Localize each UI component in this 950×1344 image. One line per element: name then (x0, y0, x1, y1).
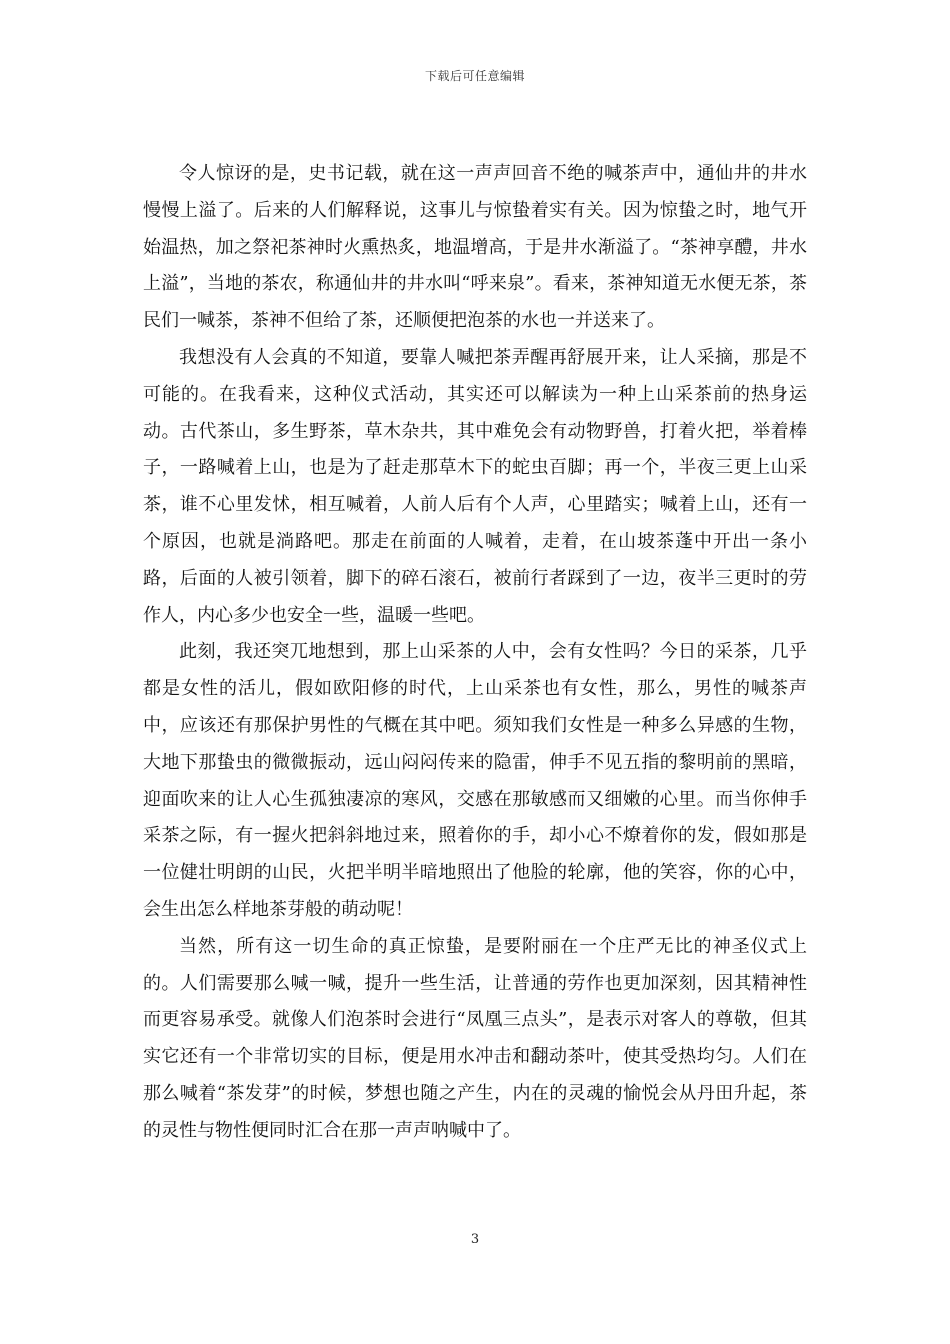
page-header: 下载后可任意编辑 (424, 69, 525, 83)
document-body (143, 156, 807, 1150)
paragraph-2: 我想没有人会真的不知道，要靠人喊把茶弄醒再舒展开来，让人采摘，那是不可能的。在我看来，这种仪式活动，其实还可以解读为一种上山采茶前的热身运动。古代茶山，多生野茶，草木杂共，其中难免会有动物野兽，打着火把，举着棒子，一路喊着上山，也是为了赶走那草木下的蛇虫百脚；再一个，半夜三更上山采茶，谁不心里发怵，相互喊着，人前人后有个人声，心里踏实；喊着上山，还有一个原因，也就是淌路吧。那走在前面的人喊着，走着，在山坡茶蓬中开出一条小路，后面的人被引领着，脚下的碎石滚石，被前行者踩到了一边，夜半三更时的劳作人，内心多少也安全一些，温暖一些吧。 (143, 346, 807, 626)
paragraph-1: 令人惊讶的是，史书记载，就在这一声声回音不绝的喊茶声中，通仙井的井水慢慢上溢了。后来的人们解释说，这事儿与惊蛰着实有关。因为惊蛰之时，地气开始温热，加之祭祀茶神时火熏热炙，地温增高，于是井水渐溢了。“茶神享醴，井水上溢”，当地的茶农，称通仙井的井水叫“呼来泉”。看来，茶神知道无水便无茶，茶民们一喊茶，茶神不但给了茶，还顺便把泡茶的水也一并送来了。 (143, 163, 807, 332)
page-number: 3 (470, 1232, 480, 1247)
paragraph-3: 此刻，我还突兀地想到，那上山采茶的人中，会有女性吗？今日的采茶，几乎都是女性的活儿，假如欧阳修的时代，上山采茶也有女性，那么，男性的喊茶声中，应该还有那保护男性的气概在其中吧。须知我们女性是一种多么异感的生物，大地下那蛰虫的微微振动，远山闷闷传来的隐雷，伸手不见五指的黎明前的黑暗，迎面吹来的让人心生孤独凄凉的寒风，交感在那敏感而又细嫩的心里。而当你伸手采茶之际，有一握火把斜斜地过来，照着你的手，却小心不燎着你的发，假如那是一位健壮明朗的山民，火把半明半暗地照出了他脸的轮廓，他的笑容，你的心中，会生出怎么样地茶芽般的萌动呢！ (143, 641, 807, 920)
paragraph-4: 当然，所有这一切生命的真正惊蛰，是要附丽在一个庄严无比的神圣仪式上的。人们需要那么喊一喊，提升一些生活，让普通的劳作也更加深刻，因其精神性而更容易承受。就像人们泡茶时会进行“凤凰三点头”，是表示对客人的尊敬，但其实它还有一个非常切实的目标，便是用水冲击和翻动茶叶，使其受热均匀。人们在那么喊着“茶发芽”的时候，梦想也随之产生，内在的灵魂的愉悦会从丹田升起，茶的灵性与物性便同时汇合在那一声声呐喊中了。 (143, 935, 807, 1141)
